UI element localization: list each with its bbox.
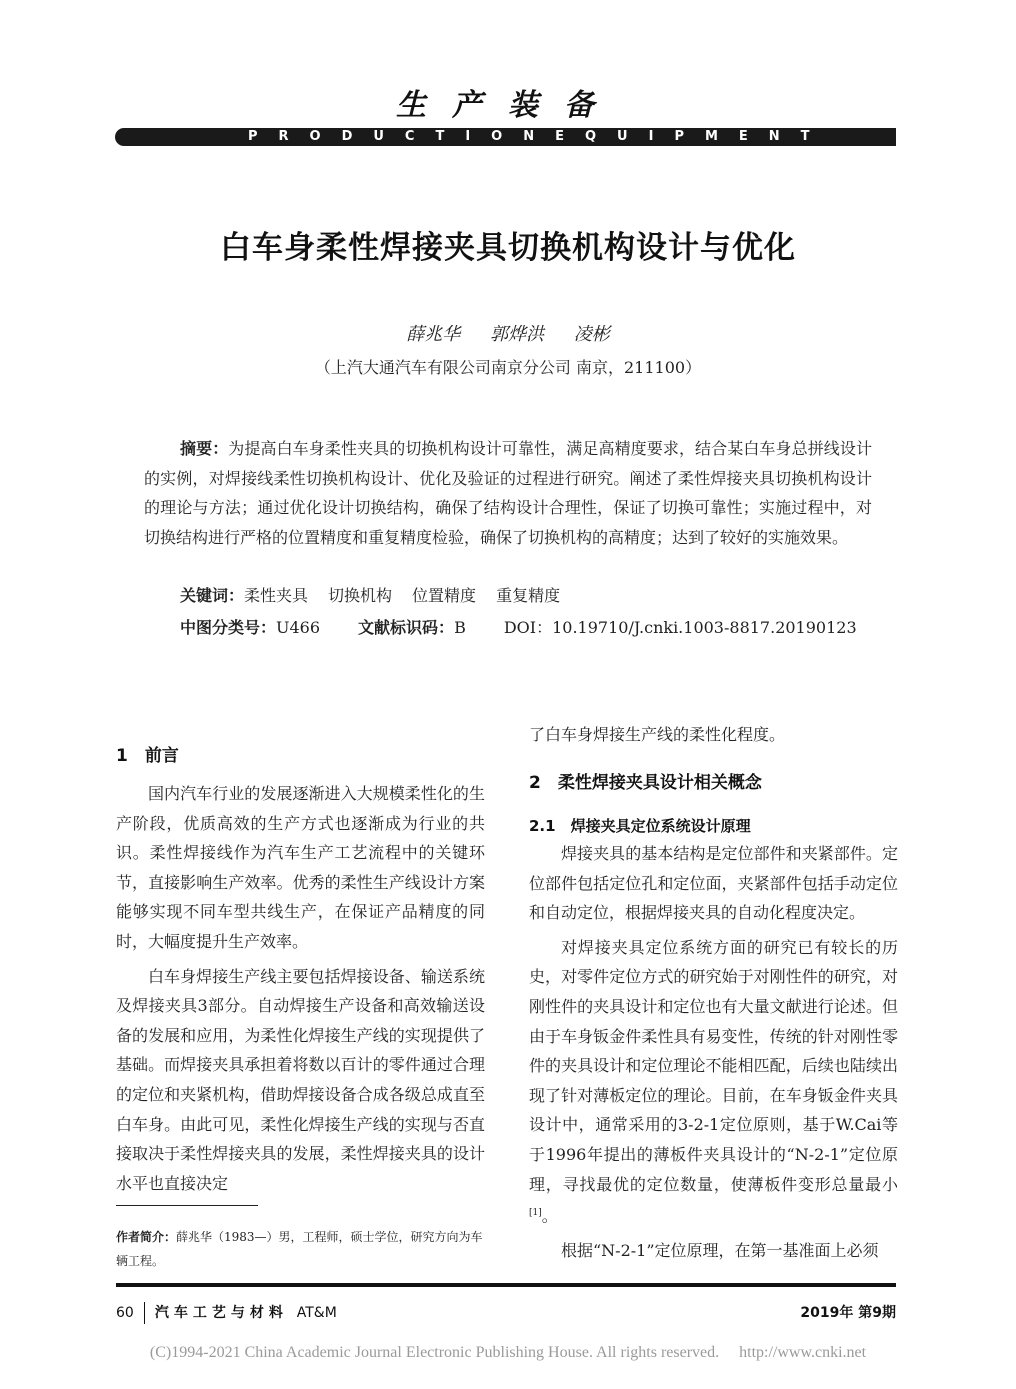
abstract-label: 摘要： xyxy=(180,439,229,458)
keyword: 重复精度 xyxy=(496,586,561,605)
article-title: 白车身柔性焊接夹具切换机构设计与优化 xyxy=(220,230,796,266)
section-2-1-heading: 2.1 焊接夹具定位系统设计原理 xyxy=(529,817,751,835)
footnote-rule xyxy=(116,1205,258,1206)
doc-code-label: 文献标识码： xyxy=(358,618,455,637)
classification-line xyxy=(180,615,857,638)
clc-label: 中图分类号： xyxy=(180,618,277,637)
section-title-en-word: PRODUCTION xyxy=(248,129,556,144)
section-title-cn: 生产装备 xyxy=(396,88,620,123)
author-name: 薛兆华 xyxy=(406,324,461,345)
paragraph: 焊接夹具的基本结构是定位部件和夹紧部件。定位部件包括定位孔和定位面，夹紧部件包括手动定位和自动定位，根据焊接夹具的自动化程度决定。 xyxy=(529,844,898,923)
page-number: 60 xyxy=(116,1305,134,1321)
paragraph: 白车身焊接生产线主要包括焊接设备、输送系统及焊接夹具3部分。自动焊接生产设备和高效输送设备的发展和应用，为柔性化焊接生产线的实现提供了基础。而焊接夹具承担着将数以百计的零件通过合理的定位和夹紧机构，借助焊接设备合成各级总成直至白车身。由此可见，柔性化焊接生产线的实现与否直接取决于柔性焊接夹具的发展，柔性焊接夹具的设计水平也直接决定 xyxy=(116,966,485,1193)
keywords-label: 关键词： xyxy=(180,586,245,605)
section-title-en xyxy=(248,129,831,144)
author-affiliation: （上汽大通汽车有限公司南京分公司 南京，211100） xyxy=(314,358,702,377)
abstract xyxy=(144,434,872,552)
author-bio-footnote xyxy=(116,1225,488,1273)
abstract-text: 为提高白车身柔性夹具的切换机构设计可靠性，满足高精度要求，结合某白车身总拼线设计的实例，对焊接线柔性切换机构设计、优化及验证的过程进行研究。阐述了柔性焊接夹具切换机构设计的理论与方法；通过优化设计切换结构，确保了结构设计合理性，保证了切换可靠性；实施过程中，对切换结构进行严格的位置精度和重复精度检验，确保了切换机构的高精度；达到了较好的实施效果。 xyxy=(144,439,872,547)
section-title-en-word: EQUIPMENT xyxy=(555,129,831,144)
keyword: 位置精度 xyxy=(412,586,477,605)
journal-abbr: AT&M xyxy=(296,1305,337,1321)
right-column-continuation: 了白车身焊接生产线的柔性化程度。 xyxy=(529,725,786,744)
doi-label: DOI： xyxy=(503,618,553,637)
paragraph: 根据“N-2-1”定位原理，在第一基准面上必须 xyxy=(561,1241,879,1261)
page-footer xyxy=(116,1302,896,1324)
doi-value: 10.19710/J.cnki.1003-8817.20190123 xyxy=(552,618,857,637)
keyword: 柔性夹具 xyxy=(244,586,309,605)
footnote-label: 作者简介： xyxy=(116,1230,177,1244)
copyright-notice: (C)1994-2021 China Academic Journal Electronic Publishing House. All rights reserved. http://www.cnki.net xyxy=(149,1344,867,1361)
issue-info: 2019年 第9期 xyxy=(800,1305,896,1321)
paragraph xyxy=(529,933,898,1231)
section-1-heading: 1 前言 xyxy=(116,746,179,766)
author-name: 凌彬 xyxy=(573,324,610,345)
citation-ref: [1] xyxy=(529,1208,542,1219)
keywords xyxy=(180,583,580,606)
footnote-text: 薛兆华（1983—）男，工程师，硕士学位，研究方向为车辆工程。 xyxy=(116,1230,483,1268)
doc-code-value: B xyxy=(454,618,466,637)
paragraph-text: 对焊接夹具定位系统方面的研究已有较长的历史，对零件定位方式的研究始于对刚性件的研究，对刚性件的夹具设计和定位也有大量文献进行论述。但由于车身钣金件柔性具有易变性，传统的针对刚性零件的夹具设计和定位理论不能相匹配，后续也陆续出现了针对薄板定位的理论。目前，在车身钣金件夹具设计中，通常采用的3-2-1定位原则，基于W.Cai等于1996年提出的薄板件夹具设计的“N-2-1”定位原理，寻找最优的定位数量，使薄板件变形总量最小 xyxy=(529,937,898,1194)
keyword: 切换机构 xyxy=(328,586,393,605)
footer-rule xyxy=(116,1283,896,1287)
section-2-heading: 2 柔性焊接夹具设计相关概念 xyxy=(529,773,762,793)
paragraph: 国内汽车行业的发展逐渐进入大规模柔性化的生产阶段，优质高效的生产方式也逐渐成为行业的共识。柔性焊接线作为汽车生产工艺流程中的关键环节，直接影响生产效率。优秀的柔性生产线设计方案能够实现不同车型共线生产，在保证产品精度的同时，大幅度提升生产效率。 xyxy=(116,784,485,951)
author-name: 郭烨洪 xyxy=(490,324,544,345)
clc-value: U466 xyxy=(276,618,321,637)
paragraph-end: 。 xyxy=(541,1206,558,1226)
right-column-body xyxy=(529,839,898,1266)
author-list xyxy=(0,320,1016,346)
journal-name: 汽车工艺与材料 xyxy=(154,1305,288,1321)
footer-divider xyxy=(144,1302,145,1324)
left-column-body xyxy=(116,779,485,1198)
